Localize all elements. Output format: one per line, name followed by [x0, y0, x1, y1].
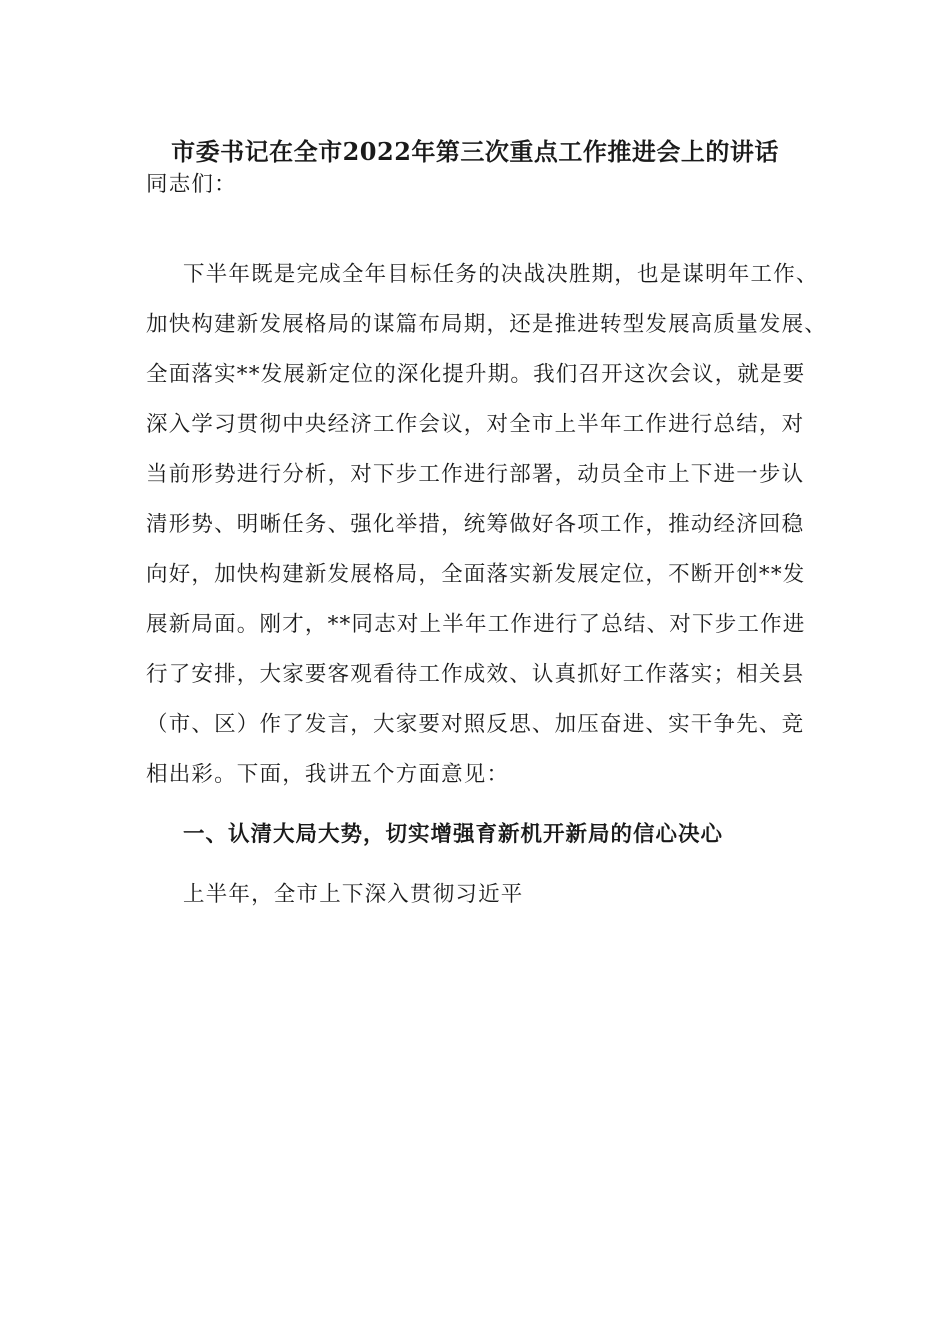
- paragraph-line: 全面落实**发展新定位的深化提升期。我们召开这次会议，就是要: [146, 362, 806, 387]
- paragraph-line: （市、区）作了发言，大家要对照反思、加压奋进、实干争先、竞: [146, 712, 805, 737]
- paragraph-line: 当前形势进行分析，对下步工作进行部署，动员全市上下进一步认: [146, 462, 805, 487]
- paragraph-line: 向好，加快构建新发展格局，全面落实新发展定位，不断开创**发: [146, 562, 806, 587]
- paragraph-line: 深入学习贯彻中央经济工作会议，对全市上半年工作进行总结，对: [146, 412, 805, 437]
- paragraph-line: 清形势、明晰任务、强化举措，统筹做好各项工作，推动经济回稳: [146, 512, 805, 537]
- section-heading: 一、认清大局大势，切实增强育新机开新局的信心决心: [183, 822, 724, 847]
- salutation: 同志们：: [146, 172, 237, 197]
- document-title: 市委书记在全市2022年第三次重点工作推进会上的讲话: [171, 137, 779, 166]
- paragraph-line: 行了安排，大家要客观看待工作成效、认真抓好工作落实；相关县: [146, 662, 805, 687]
- paragraph-line: 下半年既是完成全年目标任务的决战决胜期，也是谋明年工作、: [183, 262, 819, 287]
- paragraph-line: 上半年，全市上下深入贯彻习近平: [183, 882, 524, 907]
- paragraph-line: 展新局面。刚才，**同志对上半年工作进行了总结、对下步工作进: [146, 612, 806, 637]
- paragraph-line: 加快构建新发展格局的谋篇布局期，还是推进转型发展高质量发展、: [146, 312, 828, 337]
- paragraph-line: 相出彩。下面，我讲五个方面意见：: [146, 762, 510, 787]
